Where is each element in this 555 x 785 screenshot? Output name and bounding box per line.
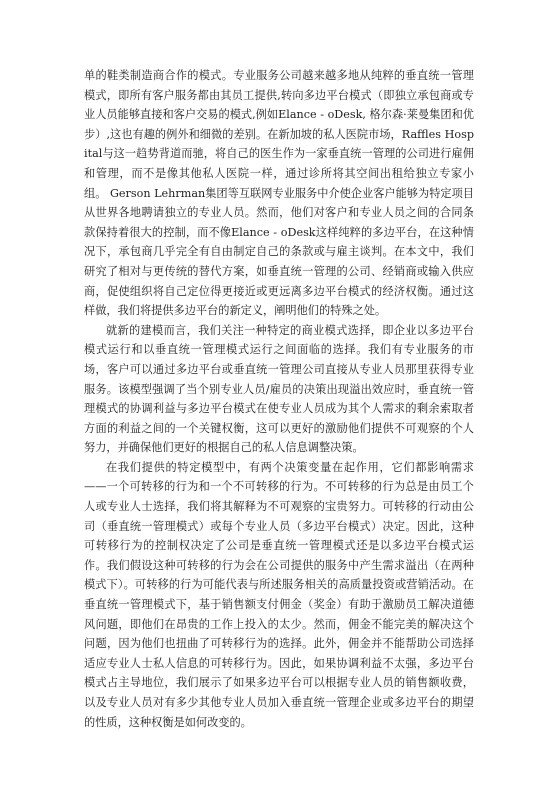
paragraph-specific-model: 在我们提供的特定模型中，有两个决策变量在起作用，它们都影响需求——一个可转移的行为和一个不可转移的行为。不可转移的行为总是由员工个人或专业人士选择，我们将其解释为不可观察的宝贵努力。可转移的行动由公司（垂直统一管理模式）或每个专业人员（多边平台模式）决定。因此，这种可转移行为的控制权决定了公司是垂直统一管理模式还是以多边平台模式运作。我们假设这种可转移的行为会在公司提供的服务中产生需求溢出（在两种模式下）。可转移的行为可能代表与所述服务相关的高质量投资或营销活动。在垂直统一管理模式下，基于销售额支付佣金（奖金）有助于激励员工解决道德风问题，即他们在昂贵的工作上投入的太少。然而，佣金不能完美的解决这个问题，因为他们也扭曲了可转移行为的选择。此外，佣金并不能帮助公司选择适应专业人士私人信息的可转移行为。因此，如果协调利益不太强，多边平台模式占主导地位，我们展示了如果多边平台可以根据专业人员的销售额收费，以及专业人员对有多少其他专业人员加入垂直统一管理企业或多边平台的期望的性质，这种权衡是如何改变的。 — [84, 460, 474, 729]
paragraph-modeling: 就新的建模而言，我们关注一种特定的商业模式选择，即企业以多边平台模式运行和以垂直统一管理模式运行之间面临的选择。我们有专业服务的市场，客户可以通过多边平台或垂直统一管理公司直接从专业人员那里获得专业服务。该模型强调了当个别专业人员/雇员的决策出现溢出效应时，垂直统一管理模式的协调利益与多边平台模式在使专业人员成为其个人需求的剩余索取者方面的利益之间的一个关键权衡，这可以更好的激励他们提供不可观察的个人努力，并确保他们更好的根据自己的私人信息调整决策。 — [84, 323, 474, 455]
paragraph-continued: 单的鞋类制造商合作的模式。专业服务公司越来越多地从纯粹的垂直统一管理模式，即所有客户服务都由其员工提供,转向多边平台模式（即独立承包商或专业人员能够直接和客户交易的模式,例如Elance - oDesk, 格尔森·莱曼集团和优步）,这也有趣的例外和细微的差别。在新加坡的私人医院市场，Raffles Hospital与这一趋势背道而驰，将自己的医生作为一家垂直统一管理的公司进行雇佣和管理，而不是像其他私人医院一样，通过诊所将其空间出租给独立专家小组。 Gerson Lehrman集团等互联网专业服务中介使企业客户能够为特定项目从世界各地聘请独立的专业人员。然而，他们对客户和专业人员之间的合同条款保持着很大的控制，而不像Elance - oDesk这样纯粹的多边平台，在这种情况下，承包商几乎完全有自由制定自己的条款或与雇主谈判。在本文中，我们研究了相对与更传统的替代方案，如垂直统一管理的公司、经销商或输入供应商，促使组织将自己定位得更接近或更远离多边平台模式的经济权衡。通过这样做，我们将提供多边平台的新定义，阐明他们的特殊之处。 — [84, 69, 474, 318]
document-body — [84, 66, 474, 732]
